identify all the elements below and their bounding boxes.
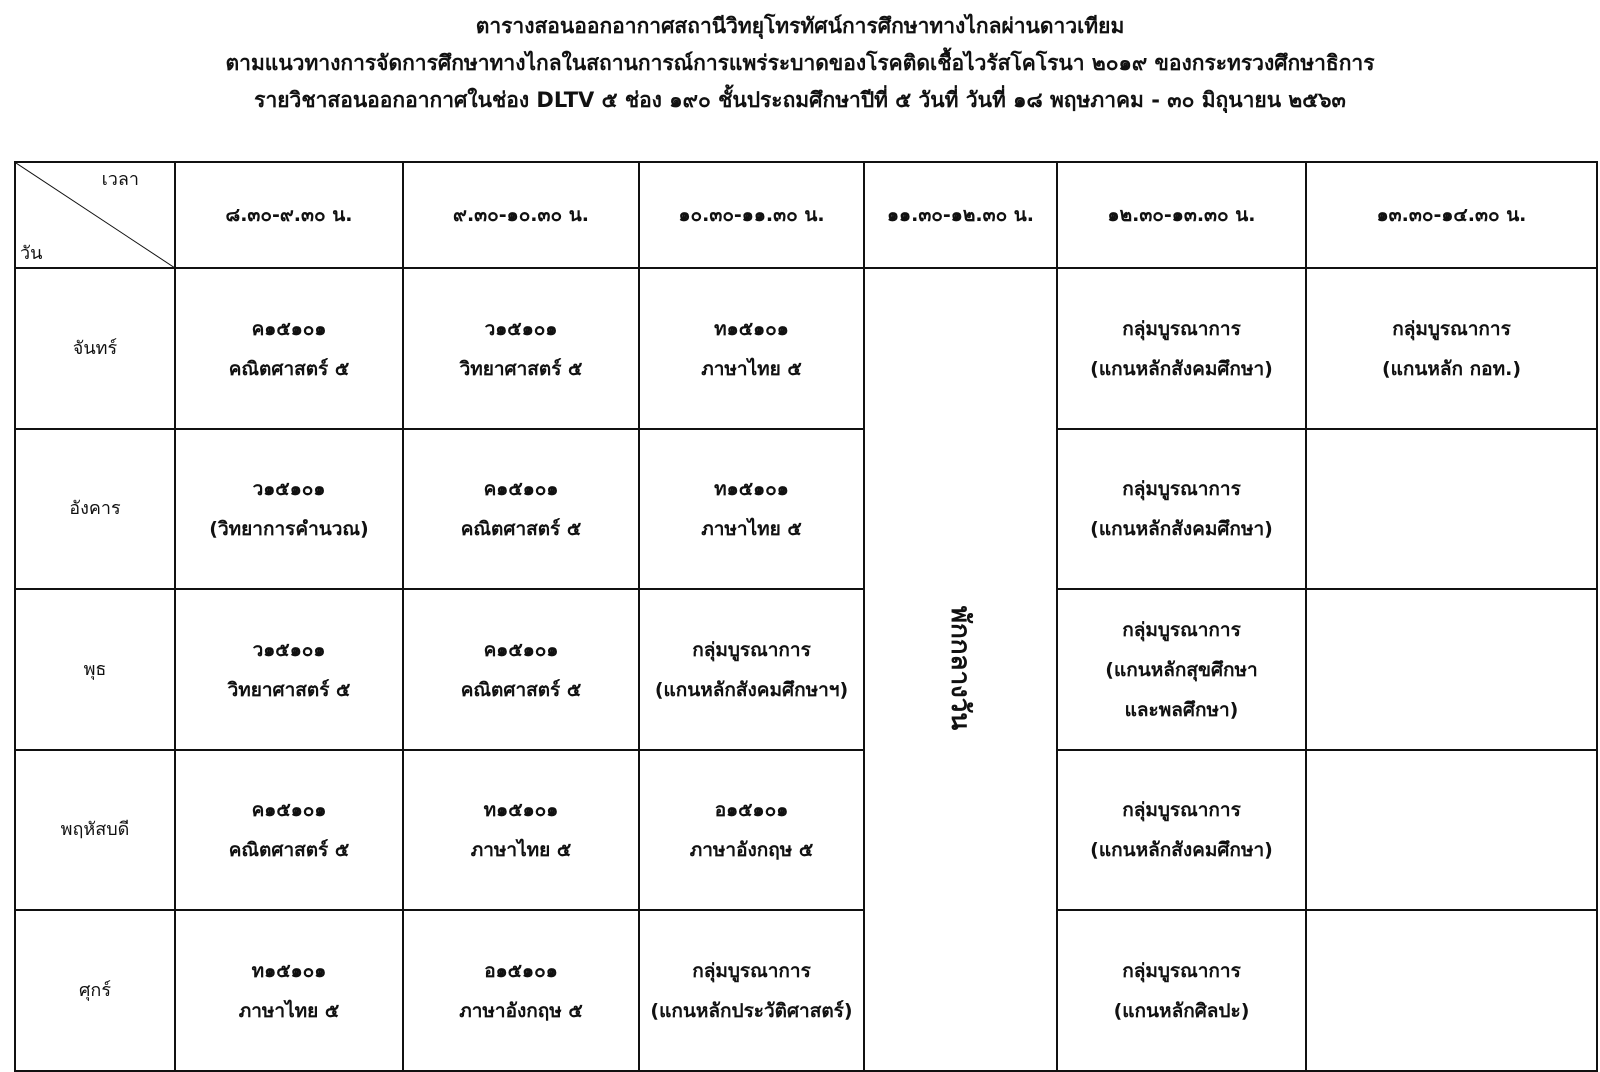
class-cell xyxy=(1057,429,1306,590)
empty-cell xyxy=(1306,589,1597,750)
subject-name: ภาษาอังกฤษ ๕ xyxy=(689,839,814,862)
subject-name: คณิตศาสตร์ ๕ xyxy=(228,839,350,862)
lunch-break-label: พักกลางวัน xyxy=(945,605,976,730)
subject-code: กลุ่มบูรณาการ xyxy=(1122,317,1241,340)
class-cell xyxy=(639,268,864,429)
class-cell xyxy=(639,910,864,1071)
table-row xyxy=(15,910,1597,1071)
table-row xyxy=(15,750,1597,911)
subject-name: คณิตศาสตร์ ๕ xyxy=(460,678,582,701)
class-cell xyxy=(639,429,864,590)
subject-code: อ๑๕๑๐๑ xyxy=(484,959,558,982)
class-cell xyxy=(175,750,403,911)
subject-code: ค๑๕๑๐๑ xyxy=(251,799,327,822)
empty-cell xyxy=(1306,429,1597,590)
subject-code: ค๑๕๑๐๑ xyxy=(483,478,559,501)
day-label: จันทร์ xyxy=(15,268,175,429)
subject-name: ภาษาอังกฤษ ๕ xyxy=(459,999,583,1022)
title-line-2: ตามแนวทางการจัดการศึกษาทางไกลในสถานการณ์การแพร่ระบาดของโรคติดเชื้อไวรัสโคโรนา ๒๐๑๙ ของกระทรวงศึกษาธิการ xyxy=(225,51,1375,75)
class-cell xyxy=(1306,268,1597,429)
period-header: ๑๑.๓๐-๑๒.๓๐ น. xyxy=(864,162,1057,268)
subject-code: ท๑๕๑๐๑ xyxy=(714,317,789,340)
subject-name: (แกนหลักสังคมศึกษาฯ) xyxy=(654,678,849,701)
day-axis-label: วัน xyxy=(20,243,43,265)
schedule-table xyxy=(14,161,1598,1072)
subject-name: ภาษาไทย ๕ xyxy=(238,999,340,1022)
subject-code: ท๑๕๑๐๑ xyxy=(483,799,559,822)
subject-code: กลุ่มบูรณาการ xyxy=(692,638,811,661)
day-label: พุธ xyxy=(15,589,175,750)
class-cell xyxy=(403,910,639,1071)
class-cell xyxy=(403,589,639,750)
class-cell xyxy=(403,429,639,590)
subject-name: ภาษาไทย ๕ xyxy=(470,839,572,862)
class-cell xyxy=(1057,589,1306,750)
header-row xyxy=(15,162,1597,268)
subject-code: ว๑๕๑๐๑ xyxy=(252,478,326,501)
subject-name-cont: และพลศึกษา) xyxy=(1124,698,1239,721)
subject-name: (แกนหลักสุขศึกษา xyxy=(1105,658,1258,681)
subject-code: อ๑๕๑๐๑ xyxy=(714,799,789,822)
subject-code: ว๑๕๑๐๑ xyxy=(484,317,558,340)
subject-name: ภาษาไทย ๕ xyxy=(701,357,802,380)
lunch-break-cell xyxy=(864,268,1057,1071)
subject-code: ว๑๕๑๐๑ xyxy=(252,638,326,661)
period-header: ๘.๓๐-๙.๓๐ น. xyxy=(175,162,403,268)
class-cell xyxy=(403,750,639,911)
title-line-3: รายวิชาสอนออกอากาศในช่อง DLTV ๕ ช่อง ๑๙๐ ชั้นประถมศึกษาปีที่ ๕ วันที่ วันที่ ๑๘ พฤษภาคม - ๓๐ มิถุนายน ๒๕๖๓ xyxy=(254,88,1346,112)
empty-cell xyxy=(1306,910,1597,1071)
day-label: พฤหัสบดี xyxy=(15,750,175,911)
subject-name: (แกนหลักสังคมศึกษา) xyxy=(1090,518,1273,541)
subject-name: (แกนหลักสังคมศึกษา) xyxy=(1090,839,1273,862)
class-cell xyxy=(1057,750,1306,911)
class-cell xyxy=(175,429,403,590)
subject-name: คณิตศาสตร์ ๕ xyxy=(460,518,582,541)
class-cell xyxy=(1057,910,1306,1071)
class-cell xyxy=(1057,268,1306,429)
subject-name: (แกนหลัก กอท.) xyxy=(1381,357,1522,380)
class-cell xyxy=(175,589,403,750)
period-header: ๑๐.๓๐-๑๑.๓๐ น. xyxy=(639,162,864,268)
subject-code: ท๑๕๑๐๑ xyxy=(251,959,327,982)
empty-cell xyxy=(1306,750,1597,911)
subject-code: ท๑๕๑๐๑ xyxy=(714,478,789,501)
schedule-title xyxy=(0,8,1600,119)
subject-name: วิทยาศาสตร์ ๕ xyxy=(227,678,351,701)
subject-code: กลุ่มบูรณาการ xyxy=(1122,959,1241,982)
table-row xyxy=(15,268,1597,429)
period-header: ๑๒.๓๐-๑๓.๓๐ น. xyxy=(1057,162,1306,268)
subject-code: กลุ่มบูรณาการ xyxy=(692,959,811,982)
time-axis-label: เวลา xyxy=(101,169,139,190)
subject-code: ค๑๕๑๐๑ xyxy=(483,638,559,661)
subject-name: (แกนหลักศิลปะ) xyxy=(1113,999,1250,1022)
table-row xyxy=(15,429,1597,590)
table-row xyxy=(15,589,1597,750)
subject-name: (แกนหลักสังคมศึกษา) xyxy=(1090,357,1273,380)
subject-name: คณิตศาสตร์ ๕ xyxy=(228,357,350,380)
class-cell xyxy=(639,589,864,750)
period-header: ๙.๓๐-๑๐.๓๐ น. xyxy=(403,162,639,268)
subject-code: กลุ่มบูรณาการ xyxy=(1122,799,1241,822)
period-header: ๑๓.๓๐-๑๔.๓๐ น. xyxy=(1306,162,1597,268)
class-cell xyxy=(403,268,639,429)
subject-name: (แกนหลักประวัติศาสตร์) xyxy=(650,999,853,1022)
subject-code: กลุ่มบูรณาการ xyxy=(1392,317,1511,340)
subject-name: (วิทยาการคำนวณ) xyxy=(209,518,369,541)
subject-code: กลุ่มบูรณาการ xyxy=(1122,618,1241,641)
day-label: ศุกร์ xyxy=(15,910,175,1071)
subject-code: ค๑๕๑๐๑ xyxy=(251,317,327,340)
class-cell xyxy=(639,750,864,911)
subject-name: ภาษาไทย ๕ xyxy=(701,518,802,541)
subject-name: วิทยาศาสตร์ ๕ xyxy=(459,357,583,380)
subject-code: กลุ่มบูรณาการ xyxy=(1122,478,1241,501)
corner-header-cell xyxy=(15,162,175,268)
day-label: อังคาร xyxy=(15,429,175,590)
title-line-1: ตารางสอนออกอากาศสถานีวิทยุโทรทัศน์การศึกษาทางไกลผ่านดาวเทียม xyxy=(475,14,1125,38)
class-cell xyxy=(175,910,403,1071)
class-cell xyxy=(175,268,403,429)
